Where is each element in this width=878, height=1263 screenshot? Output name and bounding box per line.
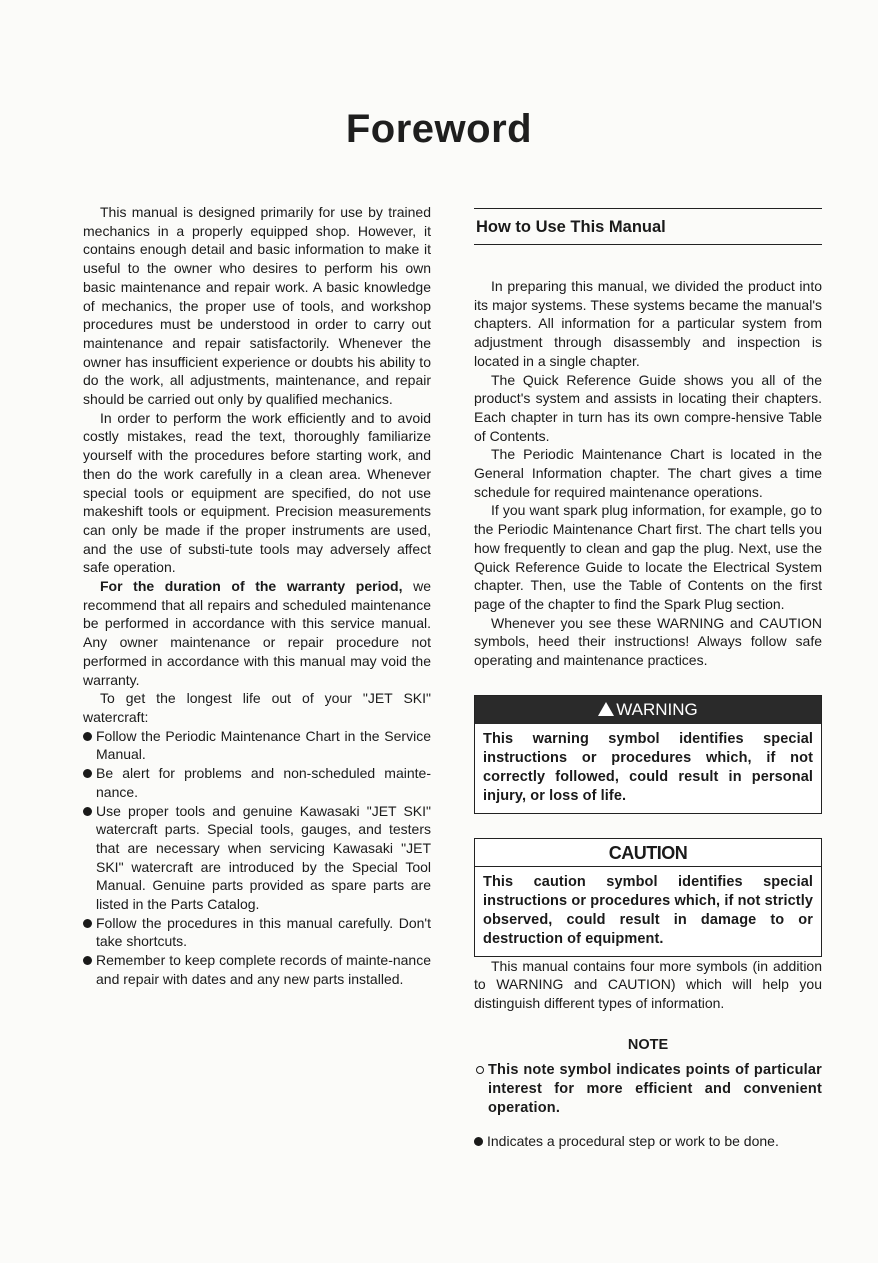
efficiency-paragraph: In order to perform the work efficiently and to avoid costly mistakes, read the text, thoroughly familiarize yourself with the procedures before starting work, and then do the work carefully in a clean area. Whenever special tools or equipment are specified, do not use makeshift tools or equipment. Precision measurements can only be made if the proper instruments are used, and the use of substi-tute tools may adversely affect safe operation.	[83, 409, 431, 576]
warning-header	[475, 696, 821, 724]
paragraph: If you want spark plug information, for example, go to the Periodic Maintenance Chart first. The chart tells you how frequently to clean and gap the plug. Next, use the Quick Reference Guide to locate the Electrical System chapter. Then, use the Table of Contents on the first page of the chapter to find the Spark Plug section.	[474, 502, 822, 612]
section-heading: How to Use This Manual	[476, 218, 666, 236]
warning-triangle-icon	[598, 702, 614, 716]
note-text: This note symbol indicates points of particular interest for more efficient and convenient operation.	[488, 1061, 822, 1116]
caution-box	[474, 838, 822, 957]
bullet-icon	[83, 769, 92, 778]
procedure-item	[474, 1132, 822, 1151]
paragraph: Whenever you see these WARNING and CAUTION symbols, heed their instructions! Always follow safe operating and maintenance practices.	[474, 614, 822, 669]
how-to-use-text	[474, 277, 822, 670]
list-item: Be alert for problems and non-scheduled mainte-nance.	[83, 764, 431, 801]
procedure-text: Indicates a procedural step or work to be done.	[487, 1132, 779, 1149]
left-column	[83, 203, 431, 989]
list-item: Follow the Periodic Maintenance Chart in the Service Manual.	[83, 727, 431, 764]
caution-text: This caution symbol identifies special instructions or procedures which, if not strictly observed, could result in damage to or destruction of equipment.	[483, 873, 813, 947]
note-label: NOTE	[627, 1036, 669, 1053]
bullet-icon	[83, 807, 92, 816]
list-item: Remember to keep complete records of mainte-nance and repair with dates and any new parts installed.	[83, 951, 431, 988]
warranty-lead: For the duration of the warranty period,	[100, 578, 403, 595]
bullet-icon	[83, 732, 92, 741]
more-symbols-paragraph: This manual contains four more symbols (in addition to WARNING and CAUTION) which will help you distinguish different types of information.	[474, 957, 822, 1012]
bullet-icon	[83, 919, 92, 928]
open-circle-icon	[476, 1066, 484, 1074]
warning-box	[474, 695, 822, 814]
longevity-bullet-list	[83, 727, 431, 989]
warranty-rest: we recommend that all repairs and scheduled maintenance be performed in accordance with this service manual. Any owner maintenance or repair procedure not performed in accordance with this manual may void the warranty.	[83, 578, 431, 688]
intro-paragraph: This manual is designed primarily for use by trained mechanics in a properly equipped shop. However, it contains enough detail and basic information to make it useful to the owner who desires to perform his own basic maintenance and repair work. A basic knowledge of mechanics, the proper use of tools, and workshop procedures must be understood in order to carry out maintenance and repair satisfactorily. Whenever the owner has insufficient experience or doubts his ability to do the work, all adjustments, maintenance, and repair should be carried out only by qualified mechanics.	[83, 204, 431, 408]
longevity-paragraph: To get the longest life out of your "JET SKI" watercraft:	[83, 690, 431, 725]
bullet-icon	[83, 956, 92, 965]
warning-text: This warning symbol identifies special instructions or procedures which, if not correctly followed, could result in personal injury, or loss of life.	[483, 730, 813, 804]
paragraph: In preparing this manual, we divided the product into its major systems. These systems became the manual's chapters. All information for a particular system from adjustment through disassembly and inspection is located in a single chapter.	[474, 278, 822, 369]
note-item	[474, 1061, 822, 1118]
paragraph: The Periodic Maintenance Chart is located in the General Information chapter. The chart gives a time schedule for required maintenance operations.	[474, 446, 822, 500]
warranty-paragraph	[83, 577, 431, 689]
page-title: Foreword	[345, 107, 533, 151]
right-column	[474, 208, 822, 1151]
heading-bottom-rule	[474, 244, 822, 245]
bullet-icon	[474, 1137, 483, 1146]
warning-label: WARNING	[616, 699, 698, 719]
caution-label: CAUTION	[475, 839, 821, 867]
list-item: Use proper tools and genuine Kawasaki "JET SKI" watercraft parts. Special tools, gauges, and testers that are necessary when servicing Kawasaki "JET SKI" watercraft are introduced by the Special Tool Manual. Genuine parts provided as spare parts are listed in the Parts Catalog.	[83, 802, 431, 914]
list-item: Follow the procedures in this manual carefully. Don't take shortcuts.	[83, 914, 431, 951]
paragraph: The Quick Reference Guide shows you all of the product's system and assists in locating their chapters. Each chapter in turn has its own compre-hensive Table of Contents.	[474, 371, 822, 444]
